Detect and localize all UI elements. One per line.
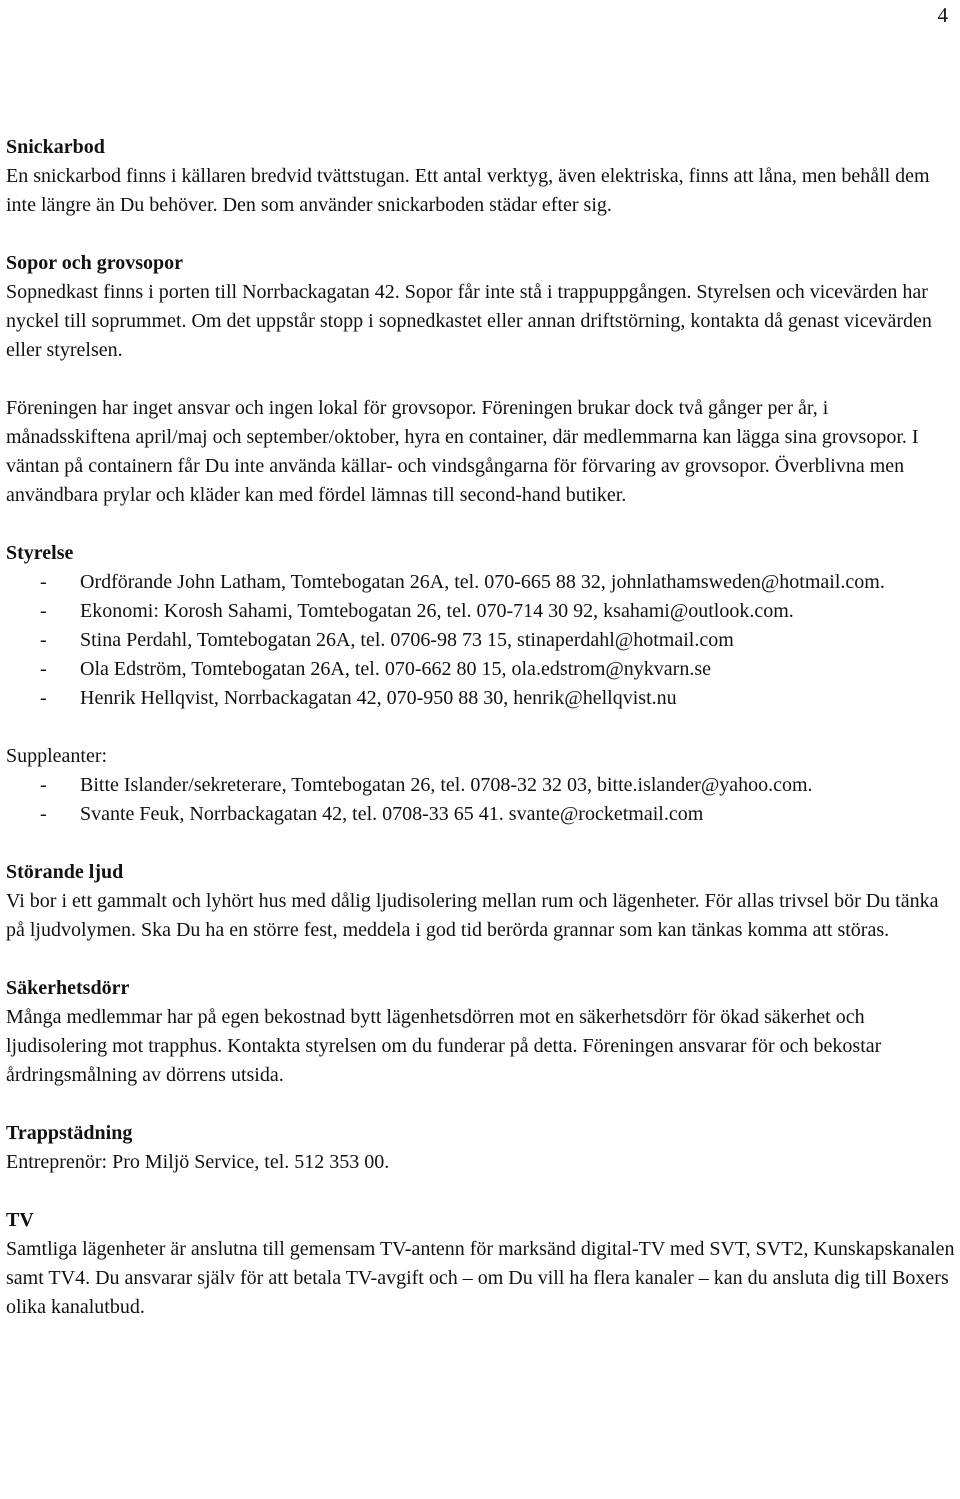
section-styrelse — [6, 539, 956, 713]
section-text: Många medlemmar har på egen bekostnad bytt lägenhetsdörren mot en säkerhetsdörr för ökad säkerhet och ljudisolering mot trapphus. Kontakta styrelsen om du funderar på detta. Föreningen ansvarar för och bekostar årdringsmålning av dörrens utsida. — [6, 1006, 882, 1086]
section-text: En snickarbod finns i källaren bredvid tvättstugan. Ett antal verktyg, även elektriska, finns att låna, men behåll dem inte längre än Du behöver. Den som använder snickarboden städar efter sig. — [6, 165, 930, 216]
section-heading: TV — [6, 1209, 34, 1231]
section-snickarbod — [6, 133, 956, 220]
deputy-item: - Bitte Islander/sekreterare, Tomtebogatan 26, tel. 0708-32 32 03, bitte.islander@yahoo.com. — [6, 771, 956, 800]
section-heading: Snickarbod — [6, 136, 105, 158]
section-heading: Styrelse — [6, 542, 74, 564]
page-number: 4 — [937, 3, 948, 27]
section-suppleanter — [6, 742, 956, 829]
section-sopor — [6, 249, 956, 365]
section-sakerhetsdorr — [6, 974, 956, 1090]
section-text: Vi bor i ett gammalt och lyhört hus med dålig ljudisolering mellan rum och lägenheter. För allas trivsel bör Du tänka på ljudvolymen. Ska Du ha en större fest, meddela i god tid berörda grannar som kan tänkas komma att störas. — [6, 890, 939, 941]
suppleanter-label: Suppleanter: — [6, 745, 108, 767]
section-text: Samtliga lägenheter är anslutna till gemensam TV-antenn för marksänd digital-TV med SVT, SVT2, Kunskapskanalen samt TV4. Du ansvarar själv för att betala TV-avgift och – om Du vill ha flera kanaler – kan du ansluta dig till Boxers olika kanalutbud. — [6, 1238, 955, 1318]
section-heading: Sopor och grovsopor — [6, 252, 184, 274]
section-tv — [6, 1206, 956, 1322]
section-text: Föreningen har inget ansvar och ingen lokal för grovsopor. Föreningen brukar dock två gånger per år, i månadsskiftena april/maj och september/oktober, hyra en container, där medlemmarna kan lägga sina grovsopor. I väntan på containern får Du inte använda källar- och vindsgångarna för förvaring av grovsopor. Överblivna men användbara prylar och kläder kan med fördel lämnas till second-hand butiker. — [6, 397, 919, 506]
deputy-item: - Svante Feuk, Norrbackagatan 42, tel. 0708-33 65 41. svante@rocketmail.com — [6, 800, 956, 829]
document-body — [6, 133, 956, 1351]
section-grovsopor — [6, 394, 956, 510]
section-storande-ljud — [6, 858, 956, 945]
section-heading: Störande ljud — [6, 861, 124, 883]
board-member-item: - Ordförande John Latham, Tomtebogatan 26A, tel. 070-665 88 32, johnlathamsweden@hotmail.com. — [6, 568, 956, 597]
section-text: Sopnedkast finns i porten till Norrbackagatan 42. Sopor får inte stå i trappuppgången. Styrelsen och vicevärden har nyckel till soprummet. Om det uppstår stopp i sopnedkastet eller annan driftstörning, kontakta då genast vicevärden eller styrelsen. — [6, 281, 932, 361]
board-member-list — [6, 568, 956, 713]
board-member-item: - Henrik Hellqvist, Norrbackagatan 42, 070-950 88 30, henrik@hellqvist.nu — [6, 684, 956, 713]
deputy-list — [6, 771, 956, 829]
section-text: Entreprenör: Pro Miljö Service, tel. 512 353 00. — [6, 1151, 390, 1173]
section-trappstadning — [6, 1119, 956, 1177]
section-heading: Trappstädning — [6, 1122, 133, 1144]
section-heading: Säkerhetsdörr — [6, 977, 130, 999]
board-member-item: - Ola Edström, Tomtebogatan 26A, tel. 070-662 80 15, ola.edstrom@nykvarn.se — [6, 655, 956, 684]
board-member-item: - Stina Perdahl, Tomtebogatan 26A, tel. 0706-98 73 15, stinaperdahl@hotmail.com — [6, 626, 956, 655]
board-member-item: - Ekonomi: Korosh Sahami, Tomtebogatan 26, tel. 070-714 30 92, ksahami@outlook.com. — [6, 597, 956, 626]
